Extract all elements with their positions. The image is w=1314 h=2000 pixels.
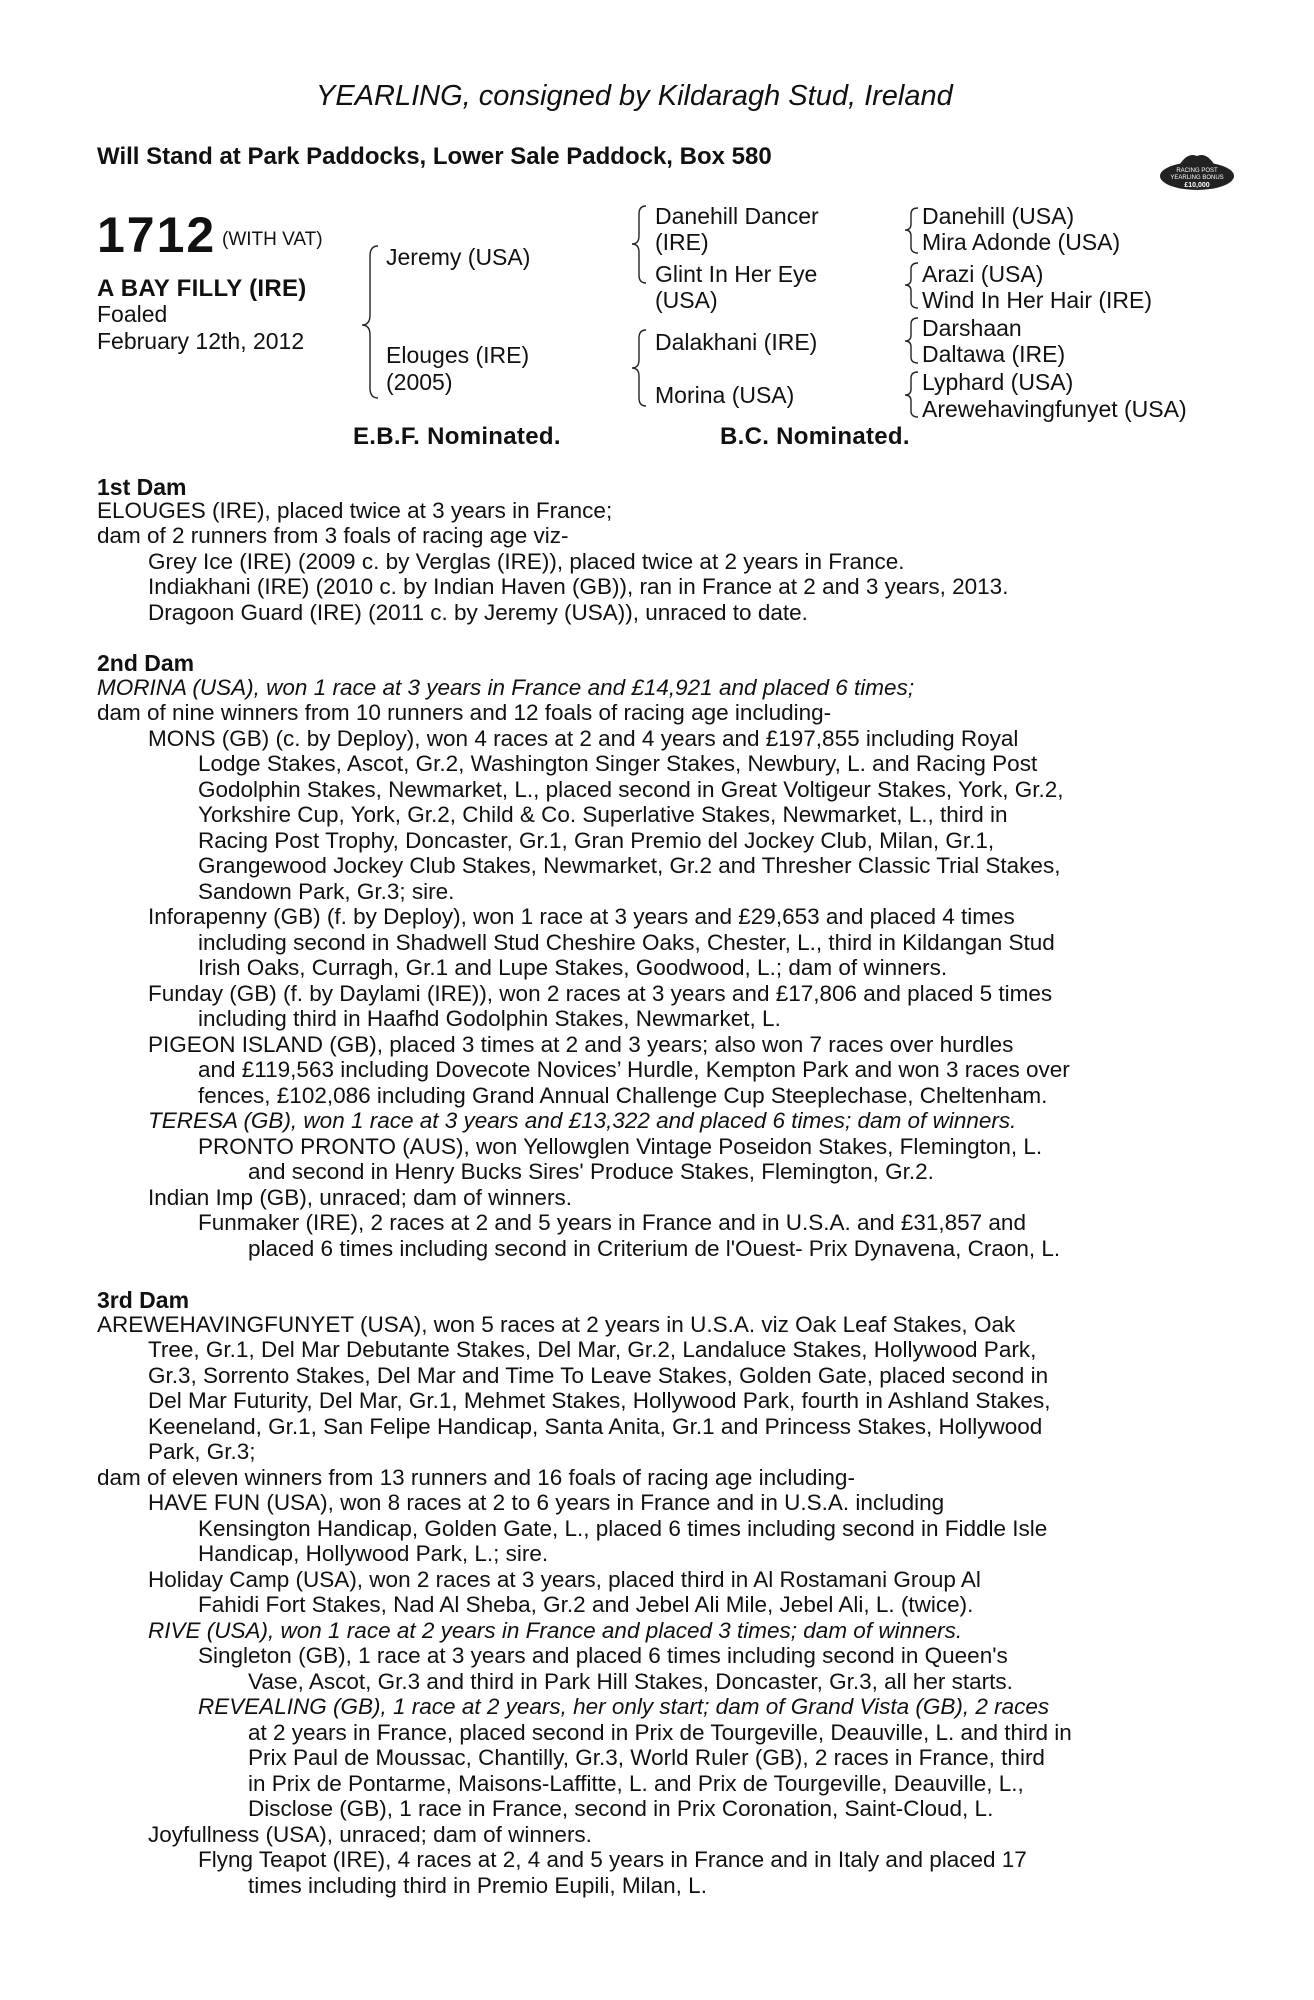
dam2-line: MORINA (USA), won 1 race at 3 years in France and £14,921 and placed 6 times; bbox=[97, 675, 915, 700]
dam2-line: Irish Oaks, Curragh, Gr.1 and Lupe Stakes, Goodwood, L.; dam of winners. bbox=[198, 955, 948, 980]
section-heading-1st-dam: 1st Dam bbox=[97, 474, 187, 500]
ebf-nomination: E.B.F. Nominated. bbox=[353, 423, 561, 450]
dam3-line: Vase, Ascot, Gr.3 and third in Park Hill Stakes, Doncaster, Gr.3, all her starts. bbox=[248, 1669, 1013, 1694]
dam3-line: Keeneland, Gr.1, San Felipe Handicap, Santa Anita, Gr.1 and Princess Stakes, Hollywood bbox=[148, 1414, 1043, 1439]
bc-nomination: B.C. Nominated. bbox=[720, 423, 910, 450]
dam3-line: dam of eleven winners from 13 runners and 16 foals of racing age including- bbox=[97, 1465, 855, 1490]
sd-sire: Arazi (USA) bbox=[922, 261, 1044, 287]
vat-label: (WITH VAT) bbox=[222, 229, 323, 250]
ss-dam: Mira Adonde (USA) bbox=[922, 229, 1121, 255]
sire-sire: Danehill Dancer bbox=[655, 203, 819, 229]
dam2-line: Godolphin Stakes, Newmarket, L., placed second in Great Voltigeur Stakes, York, Gr.2, bbox=[198, 777, 1064, 802]
section-heading-2nd-dam: 2nd Dam bbox=[97, 650, 195, 676]
dam3-line: RIVE (USA), won 1 race at 2 years in France and placed 3 times; dam of winners. bbox=[148, 1618, 963, 1643]
section-heading-3rd-dam: 3rd Dam bbox=[97, 1287, 190, 1313]
dam1-line: ELOUGES (IRE), placed twice at 3 years in France; bbox=[97, 498, 613, 523]
dam3-line: REVEALING (GB), 1 race at 2 years, her only start; dam of Grand Vista (GB), 2 races bbox=[198, 1694, 1050, 1719]
dam2-line: Inforapenny (GB) (f. by Deploy), won 1 race at 3 years and £29,653 and placed 4 times bbox=[148, 904, 1015, 929]
dam2-line: Funmaker (IRE), 2 races at 2 and 5 years in France and in U.S.A. and £31,857 and bbox=[198, 1210, 1026, 1235]
logo-line-2: YEARLING BONUS bbox=[1170, 175, 1224, 181]
dam-year: (2005) bbox=[386, 369, 453, 395]
dam3-line: Joyfullness (USA), unraced; dam of winners. bbox=[148, 1822, 592, 1847]
dam2-line: placed 6 times including second in Criterium de l'Ouest- Prix Dynavena, Craon, L. bbox=[248, 1236, 1061, 1261]
dam2-line: Yorkshire Cup, York, Gr.2, Child & Co. Superlative Stakes, Newmarket, L., third in bbox=[198, 802, 1008, 827]
dam3-line: Del Mar Futurity, Del Mar, Gr.1, Mehmet Stakes, Hollywood Park, fourth in Ashland Stakes, bbox=[148, 1388, 1051, 1413]
dam2-line: Grangewood Jockey Club Stakes, Newmarket, Gr.2 and Thresher Classic Trial Stakes, bbox=[198, 853, 1061, 878]
sd-dam: Wind In Her Hair (IRE) bbox=[922, 287, 1153, 313]
dam3-line: Flyng Teapot (IRE), 4 races at 2, 4 and 5 years in France and in Italy and placed 17 bbox=[198, 1847, 1027, 1872]
dam1-line: dam of 2 runners from 3 foals of racing age viz- bbox=[97, 523, 569, 548]
dam3-line: in Prix de Pontarme, Maisons-Laffitte, L. and Prix de Tourgeville, Deauville, L., bbox=[248, 1771, 1024, 1796]
dam3-line: Kensington Handicap, Golden Gate, L., placed 6 times including second in Fiddle Isle bbox=[198, 1516, 1048, 1541]
dam2-line: dam of nine winners from 10 runners and 12 foals of racing age including- bbox=[97, 700, 832, 725]
dam-sire: Dalakhani (IRE) bbox=[655, 329, 818, 355]
dam2-line: and second in Henry Bucks Sires' Produce Stakes, Flemington, Gr.2. bbox=[248, 1159, 934, 1184]
dam2-line: MONS (GB) (c. by Deploy), won 4 races at 2 and 4 years and £197,855 including Royal bbox=[148, 726, 1019, 751]
dam2-line: including second in Shadwell Stud Cheshire Oaks, Chester, L., third in Kildangan Stud bbox=[198, 930, 1055, 955]
sire-dam: Glint In Her Eye bbox=[655, 261, 818, 287]
dam3-line: Park, Gr.3; bbox=[148, 1439, 256, 1464]
dam-name: Elouges (IRE) bbox=[386, 342, 530, 368]
dd-dam: Arewehavingfunyet (USA) bbox=[922, 396, 1187, 422]
dam2-line: Racing Post Trophy, Doncaster, Gr.1, Gran Premio del Jockey Club, Milan, Gr.1, bbox=[198, 828, 995, 853]
logo-line-1: RACING POST bbox=[1176, 168, 1218, 174]
dam1-line: Indiakhani (IRE) (2010 c. by Indian Haven (GB)), ran in France at 2 and 3 years, 2013. bbox=[148, 574, 1009, 599]
dam3-line: Gr.3, Sorrento Stakes, Del Mar and Time To Leave Stakes, Golden Gate, placed second in bbox=[148, 1363, 1049, 1388]
dam3-line: Handicap, Hollywood Park, L.; sire. bbox=[198, 1541, 549, 1566]
dam3-line: at 2 years in France, placed second in Prix de Tourgeville, Deauville, L. and third in bbox=[248, 1720, 1072, 1745]
ds-sire: Darshaan bbox=[922, 315, 1022, 341]
lot-number: 1712 bbox=[97, 207, 217, 263]
dam3-line: AREWEHAVINGFUNYET (USA), won 5 races at 2 years in U.S.A. viz Oak Leaf Stakes, Oak bbox=[97, 1312, 1016, 1337]
dam3-line: HAVE FUN (USA), won 8 races at 2 to 6 years in France and in U.S.A. including bbox=[148, 1490, 945, 1515]
foaled-date: February 12th, 2012 bbox=[97, 328, 305, 354]
dam3-line: Disclose (GB), 1 race in France, second in Prix Coronation, Saint-Cloud, L. bbox=[248, 1796, 994, 1821]
dd-sire: Lyphard (USA) bbox=[922, 369, 1074, 395]
dam3-line: Singleton (GB), 1 race at 3 years and placed 6 times including second in Queen's bbox=[198, 1643, 1008, 1668]
dam-dam: Morina (USA) bbox=[655, 382, 795, 408]
dam2-line: and £119,563 including Dovecote Novices’ Hurdle, Kempton Park and won 3 races over bbox=[198, 1057, 1070, 1082]
location-line: Will Stand at Park Paddocks, Lower Sale Paddock, Box 580 bbox=[97, 143, 772, 170]
dam3-line: Fahidi Fort Stakes, Nad Al Sheba, Gr.2 and Jebel Ali Mile, Jebel Ali, L. (twice). bbox=[198, 1592, 974, 1617]
dam3-line: Holiday Camp (USA), won 2 races at 3 years, placed third in Al Rostamani Group Al bbox=[148, 1567, 981, 1592]
dam2-line: including third in Haafhd Godolphin Stakes, Newmarket, L. bbox=[198, 1006, 781, 1031]
dam2-line: fences, £102,086 including Grand Annual Challenge Cup Steeplechase, Cheltenham. bbox=[198, 1083, 1048, 1108]
ds-dam: Daltawa (IRE) bbox=[922, 341, 1066, 367]
logo-line-3: £10,000 bbox=[1184, 182, 1210, 189]
lot-name: A BAY FILLY (IRE) bbox=[97, 275, 307, 302]
sire-dam-country: (USA) bbox=[655, 287, 718, 313]
dam2-line: Sandown Park, Gr.3; sire. bbox=[198, 879, 455, 904]
dam3-line: times including third in Premio Eupili, Milan, L. bbox=[248, 1873, 707, 1898]
dam2-line: Funday (GB) (f. by Daylami (IRE)), won 2 races at 3 years and £17,806 and placed 5 times bbox=[148, 981, 1053, 1006]
dam1-line: Grey Ice (IRE) (2009 c. by Verglas (IRE)), placed twice at 2 years in France. bbox=[148, 549, 905, 574]
dam3-line: Prix Paul de Moussac, Chantilly, Gr.3, World Ruler (GB), 2 races in France, third bbox=[248, 1745, 1045, 1770]
sire-name: Jeremy (USA) bbox=[386, 244, 531, 270]
dam3-line: Tree, Gr.1, Del Mar Debutante Stakes, Del Mar, Gr.2, Landaluce Stakes, Hollywood Park, bbox=[148, 1337, 1037, 1362]
dam2-line: Indian Imp (GB), unraced; dam of winners. bbox=[148, 1185, 572, 1210]
dam2-line: PIGEON ISLAND (GB), placed 3 times at 2 and 3 years; also won 7 races over hurdles bbox=[148, 1032, 1014, 1057]
dam2-line: TERESA (GB), won 1 race at 3 years and £13,322 and placed 6 times; dam of winners. bbox=[148, 1108, 1017, 1133]
dam1-line: Dragoon Guard (IRE) (2011 c. by Jeremy (USA)), unraced to date. bbox=[148, 600, 808, 625]
ss-sire: Danehill (USA) bbox=[922, 203, 1075, 229]
dam2-line: Lodge Stakes, Ascot, Gr.2, Washington Singer Stakes, Newbury, L. and Racing Post bbox=[198, 751, 1038, 776]
foaled-label: Foaled bbox=[97, 301, 168, 327]
catalogue-header: YEARLING, consigned by Kildaragh Stud, Ireland bbox=[316, 80, 953, 112]
dam2-line: PRONTO PRONTO (AUS), won Yellowglen Vintage Poseidon Stakes, Flemington, L. bbox=[198, 1134, 1043, 1159]
sire-sire-country: (IRE) bbox=[655, 229, 709, 255]
